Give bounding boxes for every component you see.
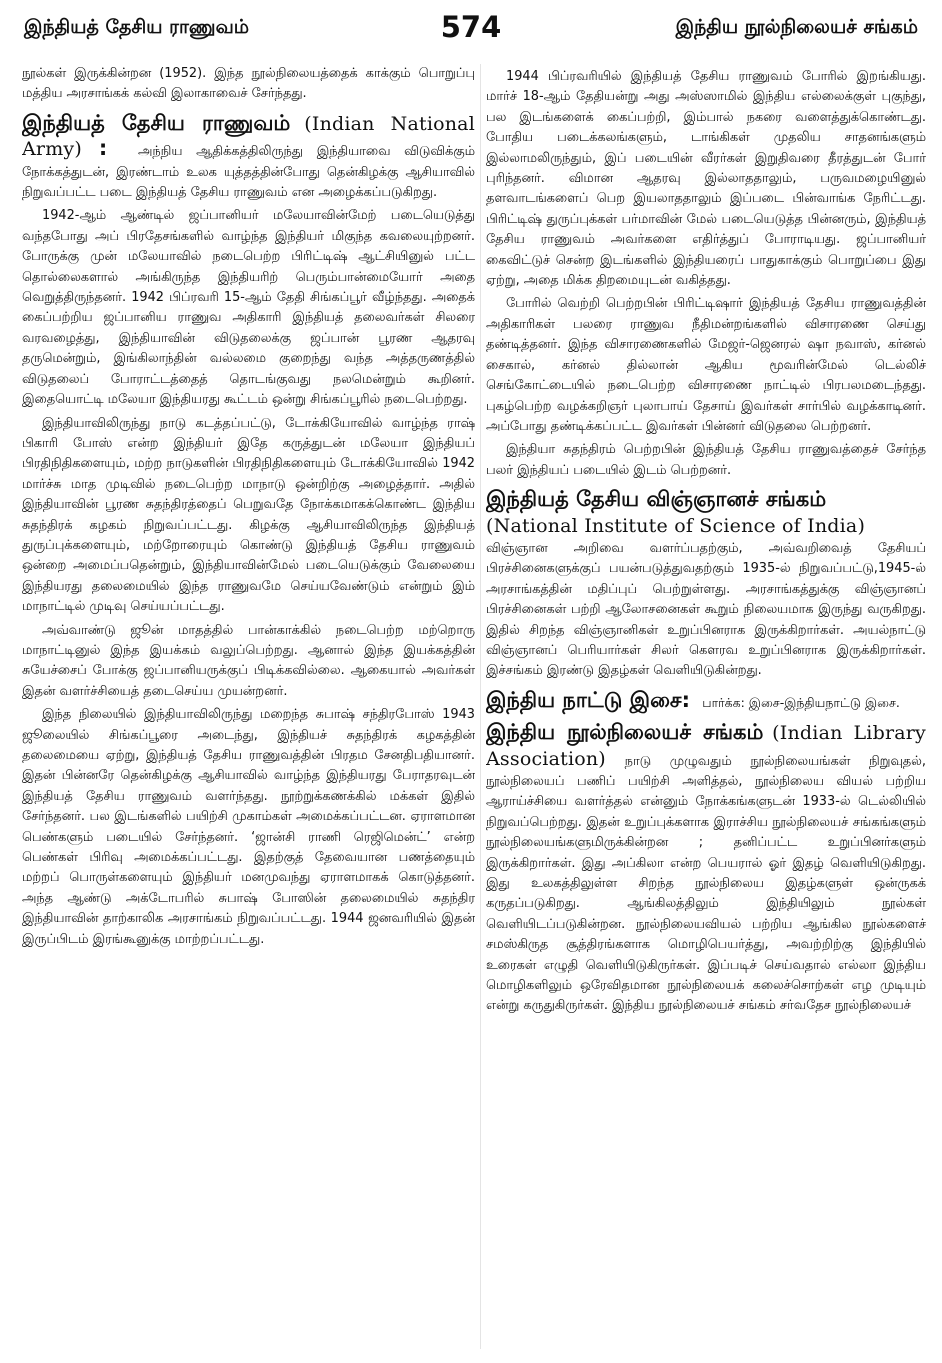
entry-indian-national-army — [22, 111, 475, 204]
right-column — [486, 64, 926, 1354]
body-paragraph: இந்த நிலையில் இந்தியாவிலிருந்து மறைந்த சுபாஷ் சந்திரபோஸ் 1943 ஜூலையில் சிங்கப்பூரை அடைந்து, இந்தியச் சுதந்திரக் கழகத்தின் தலைமையை ஏற்று, இந்தியத் தேசிய ராணுவத்தின் பிரதம சேனதிபதியானர். இதன் பின்னரே தென்கிழக்கு ஆசியாவில் வாழ்ந்த இந்தியரது பேராதரவுடன் இந்தியத் தேசிய ராணுவம் வளர்ந்தது. நூற்றுக்கணக்கில் மக்கள் இதில் சேர்ந்தனர். பல இடங்களில் பயிற்சி முகாம்கள் அமைக்கப்பட்டன. ஏராளமான பெண்களும் படையில் சேர்ந்தனர். ‘ஜான்சி ராணி ரெஜிமென்ட்’ என்ற பெண்கள் பிரிவு அமைக்கப்பட்டது. இதற்குத் தேவையான பணத்தையும் மற்றப் பொருள்களையும் இந்தியர் மனமுவந்து ஏராளமாகக் கொடுத்தனர். அந்த ஆண்டு அக்டோபரில் சுபாஷ் போஸின் தலைமையில் சுதந்திர இந்தியாவின் தாற்காலிக அரசாங்கம் நிறுவப்பட்டது. 1944 ஜனவரியில் இதன் இருப்பிடம் இரங்கூனுக்கு மாற்றப்பட்டது. — [22, 707, 475, 947]
entry-headword: இந்திய நாட்டு இசை — [486, 687, 682, 712]
left-column — [22, 64, 475, 1354]
entry-colon: : — [81, 136, 125, 161]
entry-english-name: (National Institute of Science of India) — [486, 514, 866, 537]
entry-english-name: (Indian National Army) — [22, 112, 475, 161]
page-header — [0, 0, 942, 60]
body-paragraph: இந்தியாவிலிருந்து நாடு கடத்தப்பட்டு, டோக்கியோவில் வாழ்ந்த ராஷ் பிகாரி போஸ் என்ற இந்தியர் இதே கருத்துடன் மலேயா இந்தியப் பிரதிநிதிகளையும், மற்ற நாடுகளின் பிரதிநிதிகளையும் டோக்கியோவில் 1942 மார்ச்சு மாத முடிவில் நடைபெற்ற மாநாடு ஒன்றிற்கு அழைத்தார். அதில் இந்தியாவின் பூரண சுதந்திரத்தைப் பெறுவதே நோக்கமாகக்கொண்ட இந்திய சுதந்திரக் கழகம் நிறுவப்பட்டது. கிழக்கு ஆசியாவிலிருந்த இந்தியத் துருப்புக்களையும், மற்றோரையும் கொண்டு இந்தியத் தேசிய ராணுவம் ஒன்றை அமைப்பதென்றும், இந்தியாவின்மேல் படையெடுக்கும் வேலையை இந்தியரது தலைமையில் இந்த ராணுவமே செய்யவேண்டும் என்றும் இம் மாநாட்டில் முடிவு செய்யப்பட்டது. — [22, 415, 475, 615]
entry-headword: இந்திய நூல்நிலையச் சங்கம் — [486, 720, 764, 745]
entry-body-text: நாடு முழுவதும் நூல்நிலையங்கள் நிறுவுதல், நூல்நிலையப் பணிப் பயிற்சி அளித்தல், நூல்நிலைய வியல் பற்றிய ஆராய்ச்சியை வளர்த்தல் என்னும் நோக்கங்களுடன் 1933-ல் டெல்லியில் நிறுவப்பெற்றது. இதன் உறுப்புக்களாக இராச்சிய நூல்நிலையச் சங்கங்களும் நூல்நிலையங்களுமிருக்கின்றன ; தனிப்பட்ட உறுப்பினர்களும் இருக்கிறார்கள். இது அப்கிலா என்ற பெயரால் ஓர் இதழ் வெளியிடுகிறது. இது உலகத்திலுள்ள சிறந்த நூல்நிலைய இதழ்களுள் ஒன்ருகக் கருதப்படுகிறது. ஆங்கிலத்திலும் இந்தியிலும் நூல்கள் வெளியிடப்படுகின்றன. நூல்நிலையவியல் பற்றிய ஆங்கில நூல்களைச் சமஸ்கிருத சூத்திரங்களாக மொழிபெயர்த்து, அவற்றிற்கு இந்தியில் உரைகள் எழுதி வெளியிடுகிருர்கள். இப்படிச் செய்வதால் எல்லா இந்திய மொழிகளிலும் ஒரேவிதமான நூல்நிலையக் கலைச்சொற்கள் எழ முடியும் என்று கருதுகிருர்கள். இந்திய நூல்நிலையச் சங்கம் சர்வதேச நூல்நிலையச் — [486, 753, 926, 1014]
entry-national-institute-of-science — [486, 487, 926, 682]
body-paragraph: இந்தியா சுதந்திரம் பெற்றபின் இந்தியத் தேசிய ராணுவத்தைச் சேர்ந்த பலர் இந்தியப் படையில் இடம் பெற்றனர். — [486, 442, 926, 478]
entry-colon: : — [681, 687, 690, 712]
entry-indian-music — [486, 688, 926, 714]
entry-intro-text: அந்நிய ஆதிக்கத்திலிருந்து இந்தியாவை விடுவிக்கும் நோக்கத்துடன், இரண்டாம் உலக யுத்தத்தின்போது தென்கிழக்கு ஆசியாவில் நிறுவப்பட்ட படை இந்தியத் தேசிய ராணுவம் என அழைக்கப்படுகிறது. — [22, 144, 475, 201]
continuation-paragraph: நூல்கள் இருக்கின்றன (1952). இந்த நூல்நிலையத்தைக் காக்கும் பொறுப்பு மத்திய அரசாங்கக் கல்வி இலாகாவைச் சேர்ந்தது. — [22, 66, 475, 102]
entry-english-name: (Indian Library Association) — [486, 722, 926, 770]
running-head-right: இந்திய நூல்நிலையச் சங்கம் — [675, 16, 918, 38]
entry-headword: இந்தியத் தேசிய விஞ்ஞானச் சங்கம் — [486, 487, 827, 512]
body-paragraph: போரில் வெற்றி பெற்றபின் பிரிட்டிஷார் இந்தியத் தேசிய ராணுவத்தின் அதிகாரிகள் பலரை ராணுவ நீதிமன்றங்களில் விசாரணை செய்து தண்டித்தனர். இந்த விசாரணைகளில் மேஜர்-ஜெனரல் ஷா நவாஸ், கர்னல் சைகால், கர்னல் தில்லான் ஆகிய மூவரின்மேல் டெல்லிச் செங்கோட்டையில் நடைபெற்ற விசாரணை நாட்டில் பிரபலமடைந்தது. புகழ்பெற்ற வழக்கறிஞர் புலாபாய் தேசாய் இவர்கள் சார்பில் வழக்காடினர். அப்போது தண்டிக்கப்பட்ட இவர்கள் பின்னர் விடுதலை பெற்றனர். — [486, 296, 926, 434]
body-paragraph: அவ்வாண்டு ஜூன் மாதத்தில் பான்காக்கில் நடைபெற்ற மற்றொரு மாநாட்டினுல் இந்த இயக்கம் வலுப்பெற்றது. ஆனால் இந்த இயக்கத்தின் சுயேச்சைப் போக்கு ஜப்பானியருக்குப் பிடிக்கவில்லை. ஆகையால் அவர்கள் இதன் வளர்ச்சியைத் தடைசெய்ய முயன்றனர். — [22, 622, 475, 699]
entry-body-text: விஞ்ஞான அறிவை வளர்ப்பதற்கும், அவ்வறிவைத் தேசியப் பிரச்சினைகளுக்குப் பயன்படுத்துவதற்கும் 1935-ல் நிறுவப்பட்டு,1945-ல் அரசாங்கத்தின் மதிப்புப் பெற்றுள்ளது. அரசாங்கத்துக்கு விஞ்ஞானப் பிரச்சினைகள் பற்றி ஆலோசனைகள் கூறும் நிலையமாக இருந்து வருகிறது. இதில் சிறந்த விஞ்ஞானிகள் உறுப்பினராக இருக்கிறார்கள். அயல்நாட்டு விஞ்ஞானப் பெரியார்கள் சிலர் கௌரவ உறுப்பினராக இருக்கிறார்கள். இச்சங்கம் இரண்டு இதழ்கள் வெளியிடுகின்றது. — [486, 540, 926, 679]
column-divider — [480, 64, 481, 1349]
cross-reference: பார்க்க: இசை-இந்தியநாட்டு இசை. — [702, 694, 900, 710]
body-paragraph: 1942-ஆம் ஆண்டில் ஜப்பானியர் மலேயாவின்மேற் படையெடுத்து வந்தபோது அப் பிரதேசங்களில் வாழ்ந்த இந்தியர் மிகுந்த கவலையுற்றனர். போருக்கு முன் மலேயாவில் நடைபெற்ற பிரிட்டிஷ் ஆட்சியினுல் பட்ட தொல்லைகளால் அங்கிருந்த இந்தியரிற் பெரும்பான்மையோர் அதை வெறுத்திருந்தனர். 1942 பிப்ரவரி 15-ஆம் தேதி சிங்கப்பூர் வீழ்ந்தது. அதைக் கைப்பற்றிய ஜப்பானிய ராணுவ அதிகாரி இந்தியத் தலைவர்கள் சிலரை வரவழைத்து, இந்தியாவின் விடுதலைக்கு ஜப்பான் பூரண ஆதரவு தருமென்றும், இங்கிலாந்தின் வல்லமை குறைந்து வந்த அத்தருணத்தில் விடுதலைப் போராட்டத்தைத் தொடங்குவது நலமென்றும் கூறினர். இதையொட்டி மலேயா இந்தியரது கூட்டம் ஒன்று சிங்கப்பூரில் நடைபெற்றது. — [22, 208, 475, 408]
page-number: 574 — [440, 10, 502, 44]
body-paragraph: 1944 பிப்ரவரியில் இந்தியத் தேசிய ராணுவம் போரில் இறங்கியது. மார்ச் 18-ஆம் தேதியன்று அது அஸ்ஸாமில் இந்திய எல்லைக்குள் புகுந்து, பல இடங்களைக் கைப்பற்றி, இம்பால் நகரை வளைத்துக்கொண்டது. போதிய படைக்கலங்களும், டாங்கிகள் முதலிய சாதனங்களும் இல்லாமலிருந்தும், இப் படையின் வீரர்கள் இறுதிவரை தீரத்துடன் போர் புரிந்தனர். விமான ஆதரவு இல்லாததாலும், பருவமழையினுல் தளவாடங்களைப் பெற இயலாததாலும் இப்படை பின்வாங்க நேரிட்டது. பிரிட்டிஷ் துருப்புக்கள் பர்மாவின் மேல் படையெடுத்த பின்னரும், இந்தியத் தேசிய ராணுவம் அவர்களை எதிர்த்துப் போராடியது. ஜப்பானியர் கைவிட்டுச் சென்ற இடங்களில் இந்தியரைப் பாதுகாக்கும் பொறுப்பை இது ஏற்று, அதை மிக்க திறமையுடன் வகித்தது. — [486, 69, 926, 289]
entry-indian-library-association — [486, 720, 926, 1017]
running-head-left: இந்தியத் தேசிய ராணுவம் — [24, 16, 250, 38]
entry-headword: இந்தியத் தேசிய ராணுவம் — [22, 110, 291, 135]
